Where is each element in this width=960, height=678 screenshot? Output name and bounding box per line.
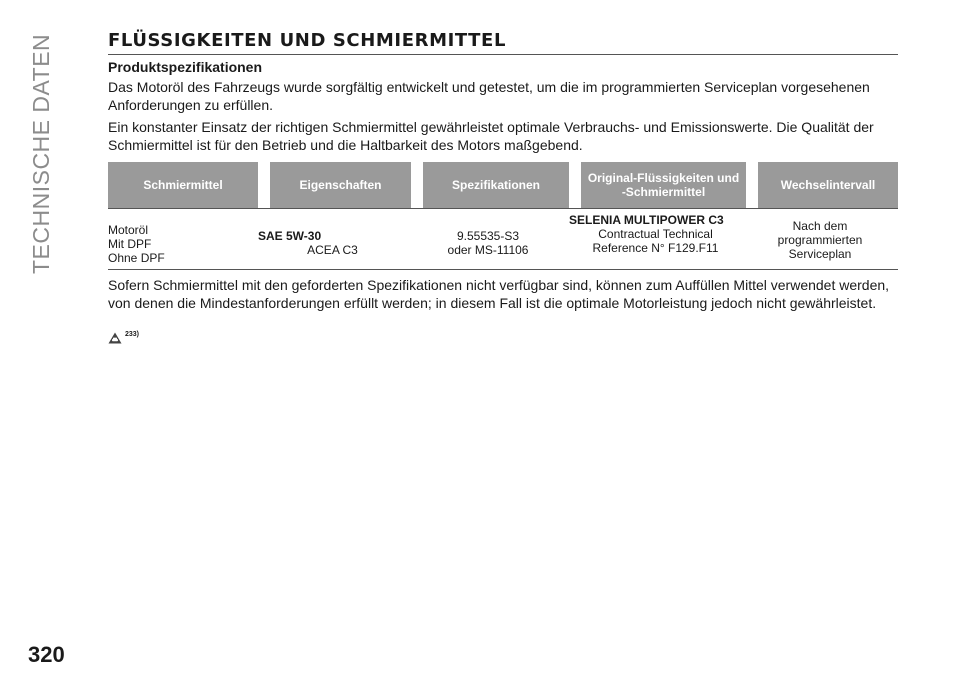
table-row [108, 208, 898, 270]
header-schmiermittel: Schmiermittel [108, 162, 258, 208]
header-original: Original-Flüssigkeiten und -Schmiermittel [569, 162, 746, 208]
footnote-number: 233) [125, 331, 140, 338]
header-eigenschaften: Eigenschaften [258, 162, 411, 208]
chapter-side-title-text: TECHNISCHE DATEN [28, 33, 54, 274]
lubricant-line-3: Ohne DPF [108, 251, 165, 265]
properties-value: ACEA C3 [307, 243, 358, 257]
substitute-note: Sofern Schmiermittel mit den geforderten Spezifikationen nicht verfügbar sind, können zum Auffüllen Mittel verwendet werden, von denen die Mindestanforderungen erfüllt werden; in diesem Fall ist die optimale Motorleistung jedoch nicht gewährleistet. [108, 277, 890, 311]
interval-line-2: programmierten [777, 233, 863, 247]
chapter-side-title [28, 24, 88, 274]
subheading: Produktspezifikationen [108, 59, 263, 75]
cell-properties [258, 208, 411, 270]
lubricant-line-1: Motoröl [108, 223, 149, 237]
properties-bold: SAE 5W-30 [258, 229, 322, 243]
section-heading: FLÜSSIGKEITEN UND SCHMIERMITTEL [108, 30, 898, 55]
cell-original [569, 208, 746, 270]
paragraph-1: Das Motoröl des Fahrzeugs wurde sorgfältig entwickelt und getestet, um die im programmierten Serviceplan vorgesehenen Anforderungen zu erfüllen. [108, 79, 870, 113]
page-number: 320 [28, 642, 65, 667]
header-spezifikationen: Spezifikationen [411, 162, 569, 208]
table-header-row [108, 162, 898, 208]
original-line-2: Reference N° F129.F11 [592, 241, 719, 255]
cell-specifications [411, 208, 569, 270]
cell-lubricant [108, 208, 258, 270]
original-line-1: Contractual Technical [598, 227, 713, 241]
spec-line-1: 9.55535-S3 [456, 229, 520, 243]
cell-interval [746, 208, 898, 270]
section-content [108, 58, 898, 344]
warning-car-icon [108, 332, 122, 344]
interval-line-1: Nach dem [792, 219, 848, 233]
interval-line-3: Serviceplan [788, 247, 852, 261]
original-bold: SELENIA MULTIPOWER C3 [569, 213, 724, 227]
lubricant-spec-table [108, 162, 898, 270]
footnote-reference [108, 326, 898, 344]
paragraph-2: Ein konstanter Einsatz der richtigen Schmiermittel gewährleistet optimale Verbrauchs- und Emissionswerte. Die Qualität der Schmiermittel ist für den Betrieb und die Haltbarkeit des Motors maßgebend. [108, 119, 874, 153]
header-wechselintervall: Wechselintervall [746, 162, 898, 208]
spec-line-2: oder MS-11106 [447, 243, 529, 257]
lubricant-line-2: Mit DPF [108, 237, 152, 251]
